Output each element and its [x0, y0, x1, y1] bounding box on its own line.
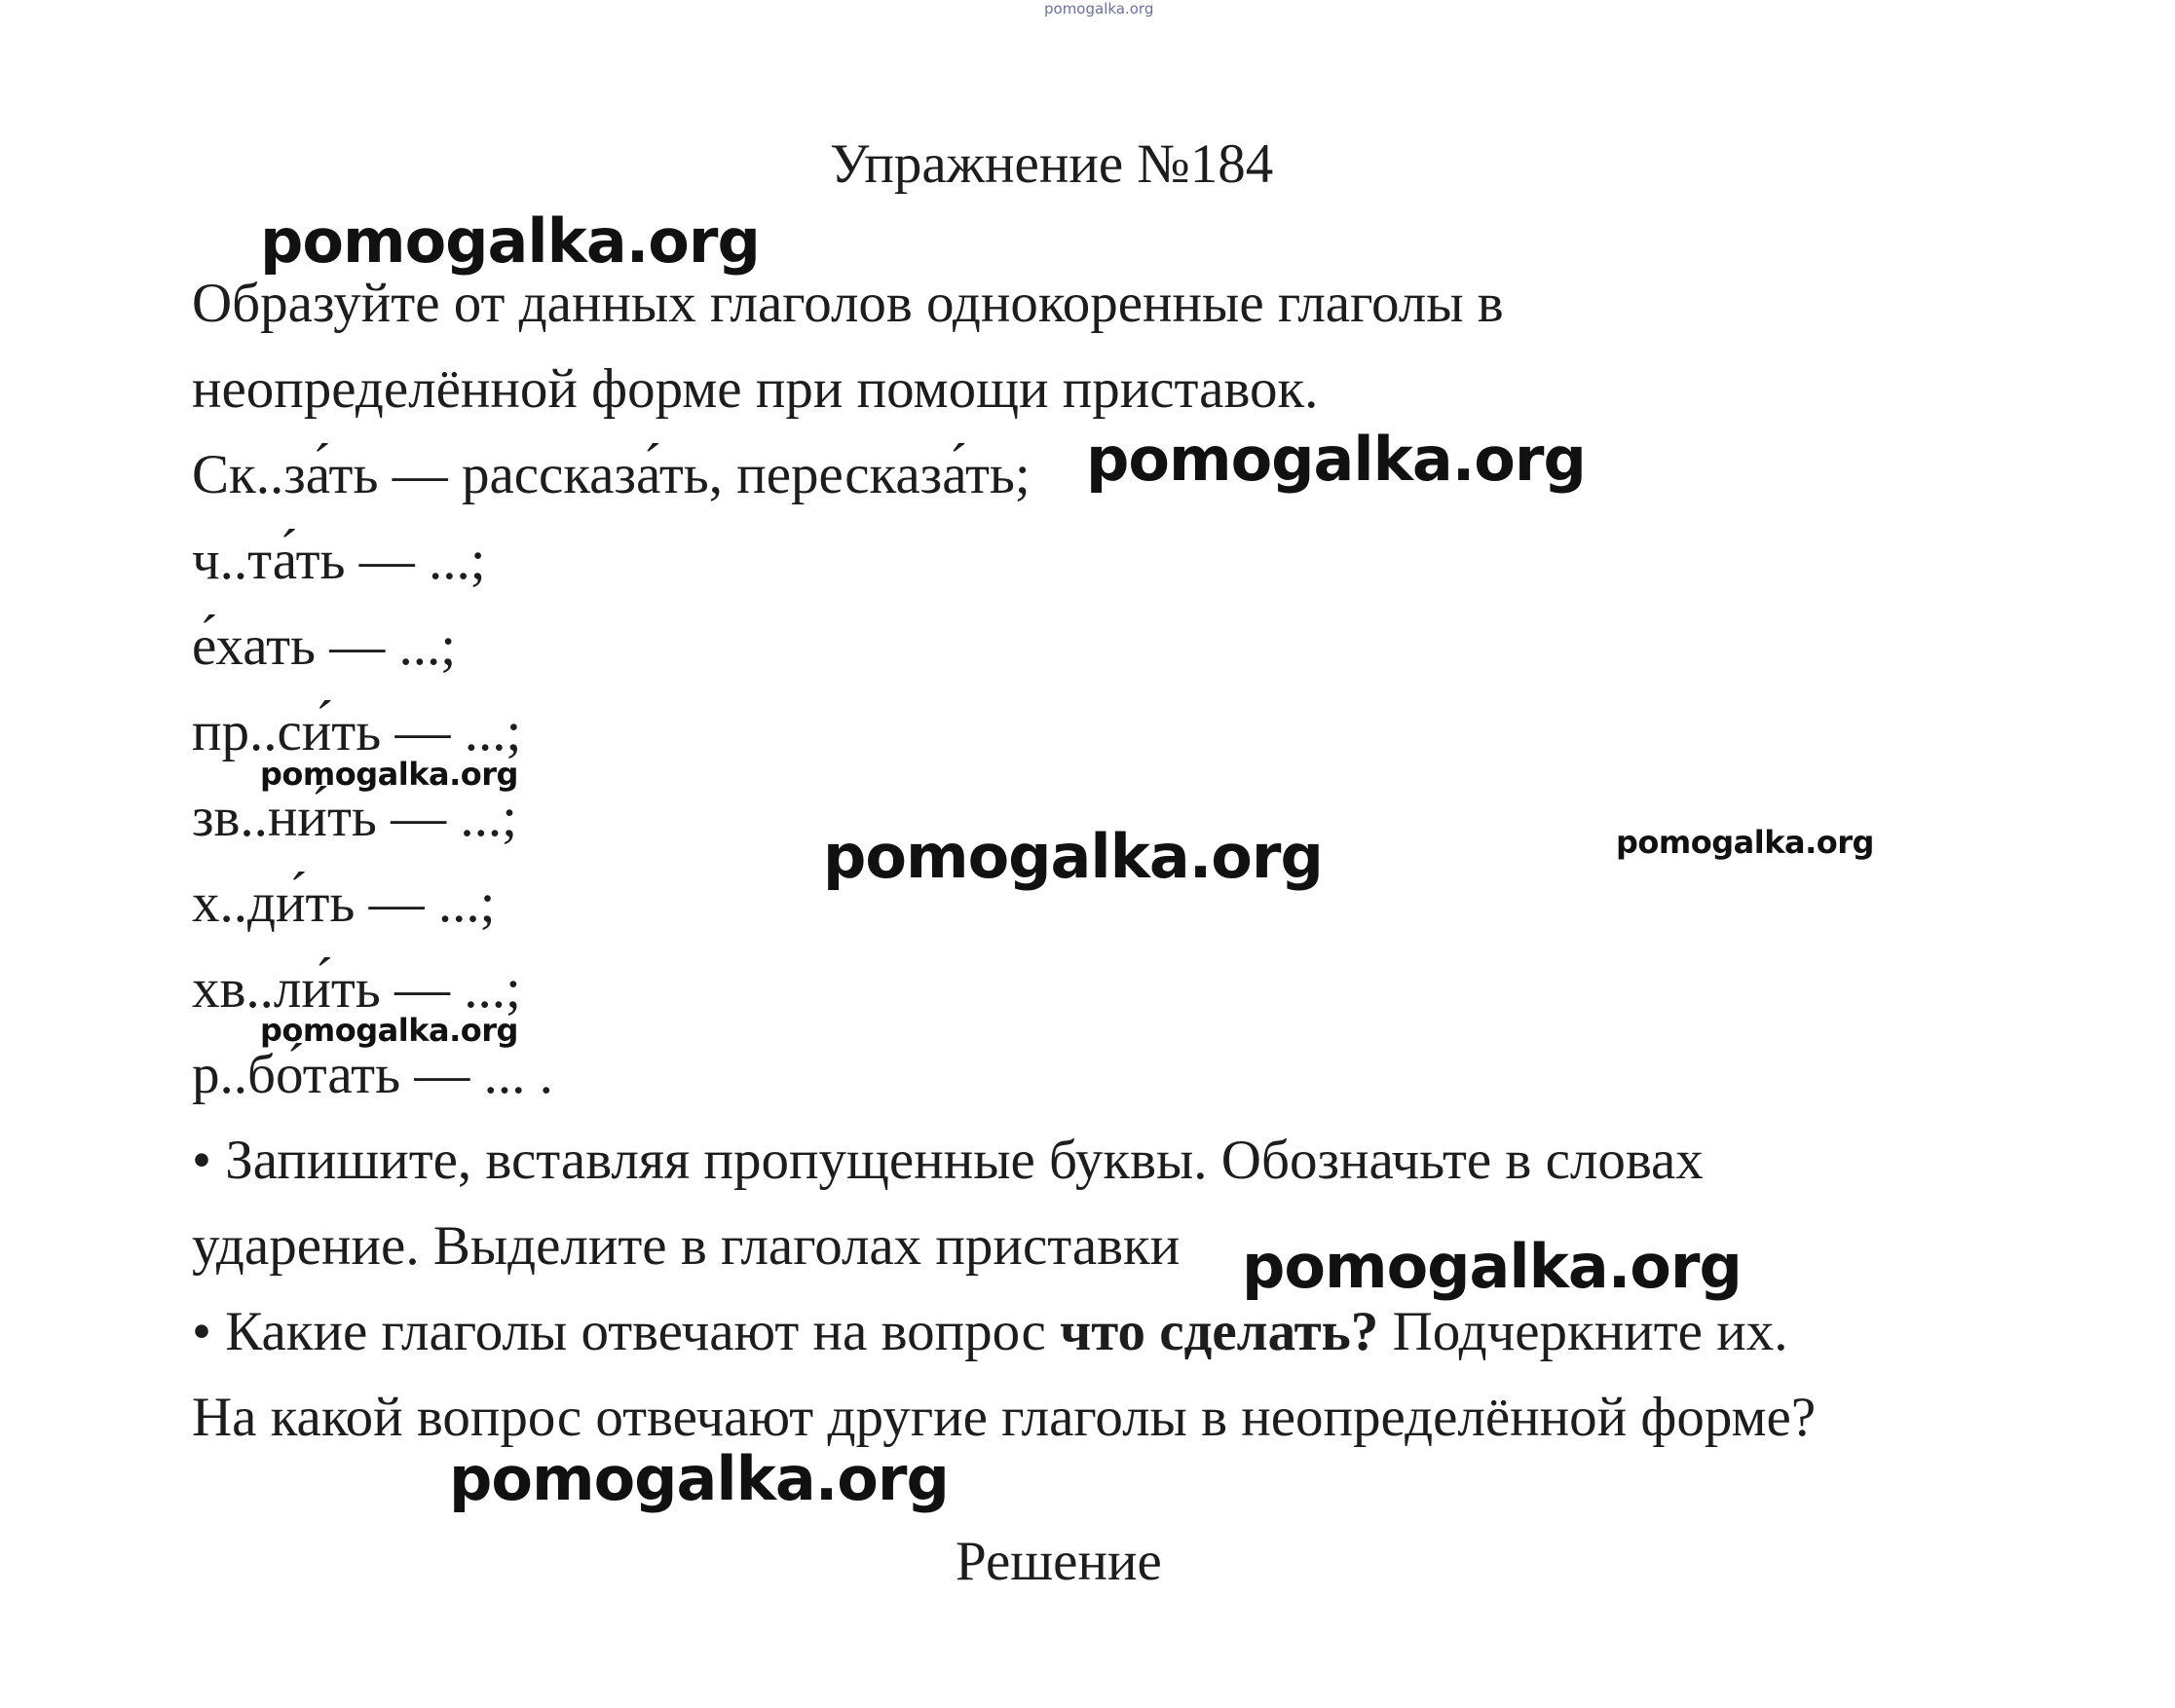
- watermark: pomogalka.org: [1086, 424, 1586, 495]
- list-item: р..бо́тать — ... .: [192, 1044, 553, 1105]
- bullet-2-suffix: Подчеркните их.: [1378, 1301, 1788, 1362]
- watermark: pomogalka.org: [260, 756, 518, 793]
- watermark: pomogalka.org: [1616, 824, 1874, 861]
- bullet-2-emphasis: что сделать?: [1060, 1301, 1379, 1362]
- solution-heading: Решение: [956, 1531, 1162, 1592]
- watermark: pomogalka.org: [260, 205, 760, 277]
- task-example: Ск..за́ть — рассказа́ть, пересказа́ть;: [192, 444, 1031, 505]
- list-item: ч..та́ть — ...;: [192, 530, 486, 591]
- watermark: pomogalka.org: [823, 821, 1323, 892]
- watermark: pomogalka.org: [260, 1012, 518, 1049]
- list-item: зв..ни́ть — ...;: [192, 787, 517, 848]
- watermark-top: pomogalka.org: [1044, 0, 1154, 18]
- list-item: хв..ли́ть — ...;: [192, 958, 521, 1020]
- watermark: pomogalka.org: [1242, 1231, 1742, 1302]
- task-line-2: неопределённой форме при помощи приставок.: [192, 358, 1319, 420]
- task-line-1: Образуйте от данных глаголов однокоренные глаголы в: [192, 273, 1504, 334]
- bullet-2-line-1: [192, 1301, 1788, 1362]
- bullet-1-line-1: • Запишите, вставляя пропущенные буквы. Обозначьте в словах: [192, 1130, 1704, 1191]
- watermark: pomogalka.org: [449, 1443, 949, 1514]
- list-item: х..ди́ть — ...;: [192, 873, 496, 934]
- bullet-2-line-2: На какой вопрос отвечают другие глаголы в неопределённой форме?: [192, 1387, 1817, 1448]
- bullet-2-prefix: • Какие глаголы отвечают на вопрос: [192, 1301, 1061, 1362]
- page-title: Упражнение №184: [830, 133, 1274, 195]
- bullet-1-line-2: ударение. Выделите в глаголах приставки: [192, 1215, 1181, 1277]
- list-item: пр..си́ть — ...;: [192, 701, 522, 762]
- list-item: е́хать — ...;: [192, 615, 457, 677]
